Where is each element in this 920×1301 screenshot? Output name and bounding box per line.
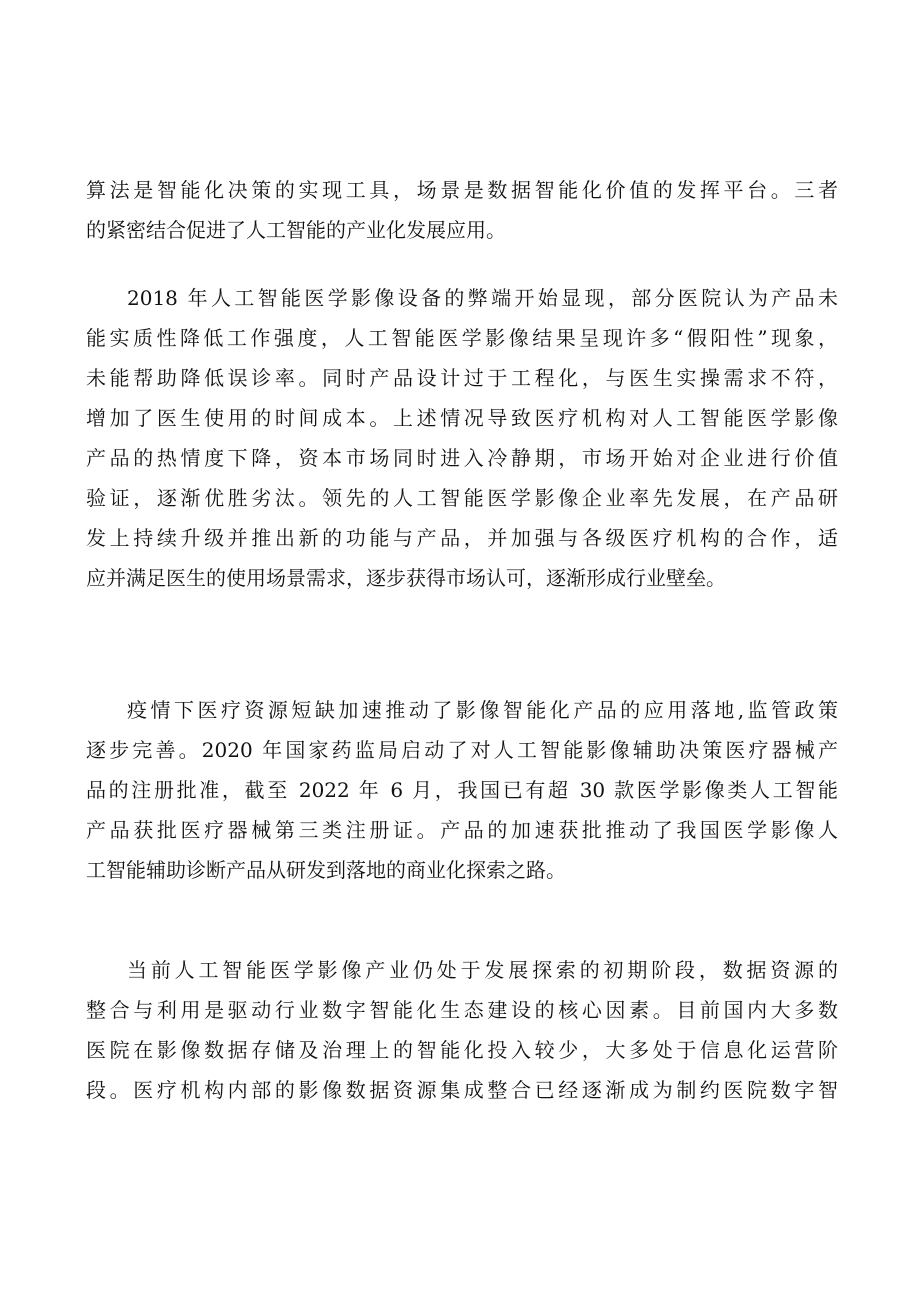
paragraph-line: 品的注册批准，截至 2022 年 6 月，我国已有超 30 款医学影像类人工智能 — [86, 778, 838, 802]
paragraph-1 — [86, 170, 838, 250]
paragraph-line: 应并满足医生的使用场景需求，逐步获得市场认可，逐渐形成行业壁垒。 — [86, 566, 726, 590]
paragraph-2 — [86, 278, 838, 598]
paragraph-line: 增加了医生使用的时间成本。上述情况导致医疗机构对人工智能医学影像 — [86, 406, 838, 430]
paragraph-line: 产品获批医疗器械第三类注册证。产品的加速获批推动了我国医学影像人 — [86, 818, 838, 842]
paragraph-line: 发上持续升级并推出新的功能与产品，并加强与各级医疗机构的合作，适 — [86, 526, 838, 550]
paragraph-line: 2018 年人工智能医学影像设备的弊端开始显现，部分医院认为产品未 — [127, 286, 838, 310]
paragraph-line: 能实质性降低工作强度，人工智能医学影像结果呈现许多“假阳性”现象， — [86, 326, 838, 350]
paragraph-line: 疫情下医疗资源短缺加速推动了影像智能化产品的应用落地,监管政策 — [127, 698, 838, 722]
paragraph-line: 逐步完善。2020 年国家药监局启动了对人工智能影像辅助决策医疗器械产 — [86, 738, 838, 762]
paragraph-line: 验证，逐渐优胜劣汰。领先的人工智能医学影像企业率先发展，在产品研 — [86, 486, 838, 510]
paragraph-4 — [86, 950, 838, 1110]
paragraph-line: 医院在影像数据存储及治理上的智能化投入较少，大多处于信息化运营阶 — [86, 1038, 838, 1062]
paragraph-3 — [86, 690, 838, 890]
paragraph-line: 当前人工智能医学影像产业仍处于发展探索的初期阶段，数据资源的 — [127, 958, 838, 982]
paragraph-line: 段。医疗机构内部的影像数据资源集成整合已经逐渐成为制约医院数字智 — [86, 1078, 838, 1102]
paragraph-line: 的紧密结合促进了人工智能的产业化发展应用。 — [86, 218, 506, 242]
paragraph-line: 算法是智能化决策的实现工具，场景是数据智能化价值的发挥平台。三者 — [86, 178, 838, 202]
paragraph-line: 产品的热情度下降，资本市场同时进入冷静期，市场开始对企业进行价值 — [86, 446, 838, 470]
paragraph-line: 工智能辅助诊断产品从研发到落地的商业化探索之路。 — [86, 858, 566, 882]
paragraph-line: 整合与利用是驱动行业数字智能化生态建设的核心因素。目前国内大多数 — [86, 998, 838, 1022]
paragraph-line: 未能帮助降低误诊率。同时产品设计过于工程化，与医生实操需求不符， — [86, 366, 838, 390]
